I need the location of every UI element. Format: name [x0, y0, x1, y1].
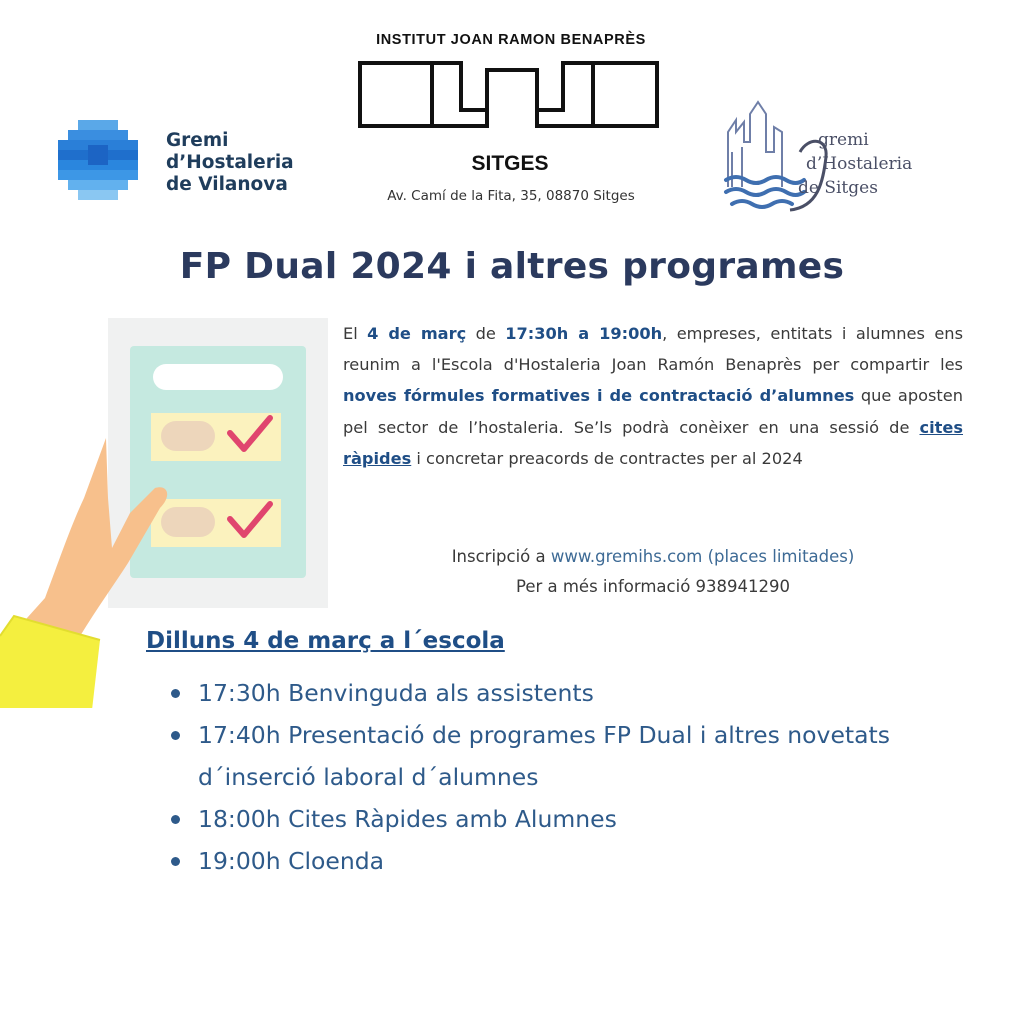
schedule-heading: Dilluns 4 de març a l´escola [146, 628, 505, 654]
gremi-vilanova-line-2: d’Hostaleria [166, 152, 294, 173]
schedule-list [168, 672, 968, 882]
gremi-sitges-line-2: d’Hostaleria [806, 154, 913, 174]
pixelated-logo-icon [58, 120, 138, 200]
intro-text-4: que aposten pel sector de l’hostaleria. Se’ls podrà conèixer en una sessió de [343, 386, 963, 437]
gremi-sitges-line-3: de Sitges [798, 178, 878, 198]
checklist-pill-2 [161, 507, 215, 537]
intro-highlight: noves fórmules formatives i de contractació d’alumnes [343, 386, 855, 406]
registration-info [343, 542, 963, 602]
gremi-vilanova-line-1: Gremi [166, 130, 229, 151]
registration-link[interactable]: www.gremihs.com (places limitades) [550, 547, 855, 566]
intro-text-5: i concretar preacords de contractes per al 2024 [411, 448, 803, 468]
logo-gremi-vilanova [48, 100, 326, 212]
contact-phone: Per a més informació 938941290 [515, 577, 791, 596]
event-time: 17:30h a 19:00h [505, 324, 663, 343]
schedule-item: 19:00h Cloenda [168, 840, 968, 882]
institut-emblem-icon [357, 60, 663, 144]
gremi-sitges-line-1: gremi [818, 130, 869, 150]
gremi-vilanova-line-3: de Vilanova [166, 174, 288, 195]
registration-line [343, 542, 963, 572]
institut-city: SITGES [471, 152, 549, 175]
checklist-pill-1 [161, 421, 215, 451]
logo-institut [355, 26, 667, 212]
intro-paragraph [343, 318, 963, 474]
page-title: FP Dual 2024 i altres programes [179, 246, 845, 287]
institut-address: Av. Camí de la Fita, 35, 08870 Sitges [387, 188, 635, 204]
gremi-vilanova-name [166, 130, 294, 196]
sleeve-shape [0, 616, 100, 708]
registration-prefix: Inscripció a [451, 547, 551, 566]
logo-gremi-sitges [718, 92, 968, 227]
event-date: 4 de març [367, 324, 467, 343]
cites-rapides-link[interactable]: cites ràpides [343, 417, 963, 468]
intro-text-2: de [466, 324, 506, 343]
intro-text-1: El [343, 324, 368, 343]
intro-text-3: , empreses, entitats i alumnes ens reunim a l'Escola d'Hostaleria Joan Ramón Benaprès per compartir les [343, 324, 963, 375]
institut-title: INSTITUT JOAN RAMON BENAPRÈS [376, 32, 646, 48]
schedule-item: 18:00h Cites Ràpides amb Alumnes [168, 798, 968, 840]
schedule-item: 17:40h Presentació de programes FP Dual i altres novetats d´inserció laboral d´alumnes [168, 714, 898, 798]
card-header-bar [153, 364, 283, 390]
schedule-item: 17:30h Benvinguda als assistents [168, 672, 968, 714]
